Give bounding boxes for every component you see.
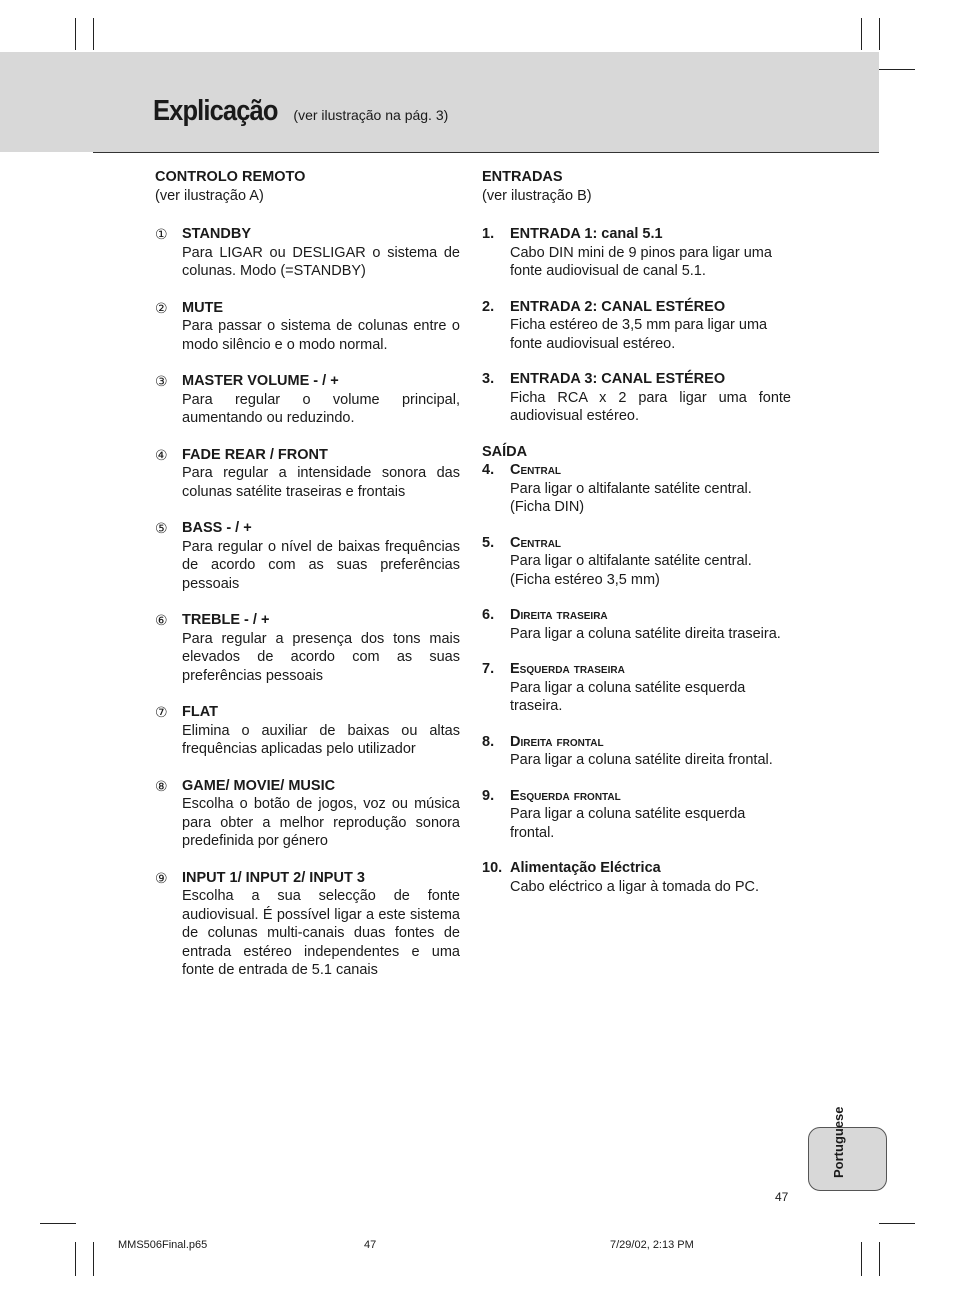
footer-file: MMS506Final.p65 xyxy=(118,1239,208,1251)
item-desc: Escolha o botão de jogos, voz ou música para obter a melhor reprodução sonora predefinida por género xyxy=(182,796,460,849)
crop-mark xyxy=(879,18,880,50)
crop-mark xyxy=(879,1242,880,1276)
item-number: 7. xyxy=(482,661,495,677)
item-marker: ⑥ xyxy=(155,612,168,628)
item-number: 6. xyxy=(482,607,495,623)
item-title: BASS - / + xyxy=(182,520,252,536)
remote-item-treble xyxy=(155,611,460,685)
output-item-7 xyxy=(482,660,791,716)
item-marker: ⑧ xyxy=(155,777,168,794)
item-desc: Para regular o volume principal, aumentando ou reduzindo. xyxy=(182,391,460,426)
output-item-6 xyxy=(482,606,791,643)
item-title: STANDBY xyxy=(182,226,252,242)
remote-control-subheading: (ver ilustração A) xyxy=(155,187,264,204)
item-title: INPUT 1/ INPUT 2/ INPUT 3 xyxy=(182,869,365,886)
item-marker: ② xyxy=(155,299,168,316)
power-item-10 xyxy=(482,859,791,896)
item-marker: ⑦ xyxy=(155,704,168,720)
page-title xyxy=(153,91,448,128)
item-marker: ③ xyxy=(155,373,168,389)
remote-item-mute xyxy=(155,299,460,355)
page-number: 47 xyxy=(775,1190,789,1204)
input-item-2 xyxy=(482,298,791,354)
remote-item-fade xyxy=(155,446,460,502)
item-desc: Para regular a presença dos tons mais elevados de acordo com as suas preferências pessoais xyxy=(182,630,460,684)
header-rule xyxy=(93,152,879,153)
item-number: 10. xyxy=(482,860,503,876)
item-desc: Para ligar a coluna satélite direita traseira. xyxy=(510,625,781,642)
item-desc: Ficha RCA x 2 para ligar uma fonte audiovisual estéreo. xyxy=(510,389,791,424)
item-title: TREBLE - / + xyxy=(182,612,270,628)
item-desc: Para ligar a coluna satélite direita frontal. xyxy=(510,752,773,768)
inputs-subheading: (ver ilustração B) xyxy=(482,187,592,204)
item-title: Central xyxy=(510,462,562,478)
item-title: Central xyxy=(510,534,562,551)
crop-mark xyxy=(861,18,862,50)
item-marker: ⑨ xyxy=(155,869,168,886)
item-desc: Elimina o auxiliar de baixas ou altas frequências aplicadas pelo utilizador xyxy=(182,722,460,757)
crop-mark xyxy=(861,1242,862,1276)
item-number: 5. xyxy=(482,534,495,551)
item-title: MUTE xyxy=(182,299,224,316)
item-number: 8. xyxy=(482,733,495,750)
item-desc: Para ligar o altifalante satélite central. (Ficha estéreo 3,5 mm) xyxy=(510,553,752,588)
item-desc: Cabo eléctrico a ligar à tomada do PC. xyxy=(510,878,760,895)
item-title: ENTRADA 2: CANAL ESTÉREO xyxy=(510,298,726,315)
item-desc: Para regular a intensidade sonora das colunas satélite traseiras e frontais xyxy=(182,465,460,500)
remote-item-bass xyxy=(155,519,460,593)
item-title: Direita traseira xyxy=(510,607,608,623)
input-item-1 xyxy=(482,225,791,281)
item-desc: Para regular o nível de baixas frequências de acordo com as suas preferências pessoais xyxy=(182,538,460,592)
item-marker: ① xyxy=(155,226,168,242)
item-title: Direita frontal xyxy=(510,733,604,750)
crop-mark xyxy=(75,1242,76,1276)
item-desc: Para LIGAR ou DESLIGAR o sistema de colunas. Modo (=STANDBY) xyxy=(182,244,460,279)
item-title: FLAT xyxy=(182,704,218,720)
item-number: 1. xyxy=(482,226,495,242)
item-title: ENTRADA 1: canal 5.1 xyxy=(510,226,663,242)
page-title-main: Explicação xyxy=(153,95,278,127)
item-title: Alimentação Eléctrica xyxy=(510,860,661,876)
item-title: ENTRADA 3: CANAL ESTÉREO xyxy=(510,371,726,387)
crop-mark xyxy=(879,1223,915,1224)
crop-mark xyxy=(879,69,915,70)
output-item-9 xyxy=(482,787,791,843)
crop-mark xyxy=(93,1242,94,1276)
output-item-5 xyxy=(482,534,791,590)
inputs-heading: ENTRADAS xyxy=(482,169,563,185)
connections-column xyxy=(482,168,791,913)
item-marker: ⑤ xyxy=(155,520,168,536)
output-item-8 xyxy=(482,733,791,770)
remote-item-flat xyxy=(155,703,460,759)
item-number: 4. xyxy=(482,462,495,478)
item-title: Esquerda traseira xyxy=(510,661,625,677)
item-marker: ④ xyxy=(155,446,168,463)
item-title: GAME/ MOVIE/ MUSIC xyxy=(182,777,336,794)
item-number: 9. xyxy=(482,787,495,804)
item-desc: Para passar o sistema de colunas entre o modo silêncio e o modo normal. xyxy=(182,318,460,353)
crop-mark xyxy=(40,1223,76,1224)
footer-page: 47 xyxy=(364,1239,377,1251)
item-desc: Para ligar a coluna satélite esquerda traseira. xyxy=(510,679,746,714)
language-tab xyxy=(808,1106,887,1191)
crop-mark xyxy=(93,18,94,50)
remote-item-game-movie-music xyxy=(155,777,460,851)
remote-item-input xyxy=(155,869,460,980)
output-item-4 xyxy=(482,461,791,517)
item-desc: Cabo DIN mini de 9 pinos para ligar uma fonte audiovisual de canal 5.1. xyxy=(510,244,772,279)
item-desc: Escolha a sua selecção de fonte audiovisual. É possível ligar a este sistema de colunas multi-canais duas fontes de entrada estéreo independentes e uma fonte de entrada de 5.1 canais xyxy=(182,888,460,978)
remote-item-standby xyxy=(155,225,460,281)
item-title: MASTER VOLUME - / + xyxy=(182,373,339,389)
item-title: Esquerda frontal xyxy=(510,787,621,804)
item-number: 3. xyxy=(482,371,495,387)
item-number: 2. xyxy=(482,298,495,315)
item-title: FADE REAR / FRONT xyxy=(182,446,328,463)
remote-control-column xyxy=(155,168,460,998)
input-item-3 xyxy=(482,370,791,426)
item-desc: Para ligar o altifalante satélite central. (Ficha DIN) xyxy=(510,480,752,515)
item-desc: Ficha estéreo de 3,5 mm para ligar uma fonte audiovisual estéreo. xyxy=(510,317,768,352)
language-tab-label: Portuguese xyxy=(831,1106,846,1178)
footer-date: 7/29/02, 2:13 PM xyxy=(610,1239,694,1251)
remote-item-master-volume xyxy=(155,372,460,428)
remote-control-heading: CONTROLO REMOTO xyxy=(155,169,306,185)
item-desc: Para ligar a coluna satélite esquerda frontal. xyxy=(510,806,746,841)
page-title-subtitle: (ver ilustração na pág. 3) xyxy=(293,107,449,123)
output-heading: SAÍDA xyxy=(482,443,528,460)
crop-mark xyxy=(75,18,76,50)
